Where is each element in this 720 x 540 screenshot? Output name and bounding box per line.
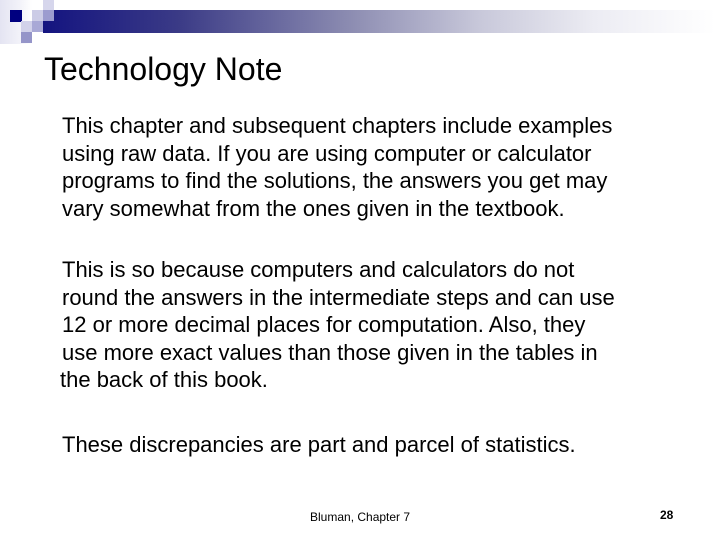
paragraph-line: This is so because computers and calculators do not	[62, 257, 575, 282]
paragraph-line: round the answers in the intermediate steps and can use	[62, 284, 615, 310]
slide-title: Technology Note	[44, 51, 283, 87]
paragraph-line: 12 or more decimal places for computation. Also, they	[62, 312, 586, 337]
lavender-square-icon	[32, 10, 43, 21]
paragraph-line: vary somewhat from the ones given in the textbook.	[62, 195, 565, 221]
paragraph-line: using raw data. If you are using computer or calculator	[62, 140, 592, 166]
paragraph-conclusion	[62, 431, 702, 459]
periwinkle-square-icon	[43, 10, 54, 21]
footer-source: Bluman, Chapter 7	[310, 510, 411, 524]
paragraph-technology-note	[62, 112, 702, 222]
paragraph-line: the back of this book.	[60, 367, 268, 392]
paragraph-line: These discrepancies are part and parcel of statistics.	[62, 432, 576, 457]
gradient-title-bar	[43, 10, 715, 33]
periwinkle-square-icon	[21, 32, 32, 43]
paragraph-line: programs to find the solutions, the answers you get may	[62, 168, 608, 193]
page-number: 28	[660, 508, 674, 522]
paragraph-explanation	[62, 256, 702, 394]
paragraph-line: This chapter and subsequent chapters include examples	[62, 113, 613, 138]
lavender-square-icon	[21, 21, 32, 32]
paragraph-line: use more exact values than those given in the tables in	[62, 339, 598, 365]
periwinkle-square-icon	[32, 21, 43, 32]
